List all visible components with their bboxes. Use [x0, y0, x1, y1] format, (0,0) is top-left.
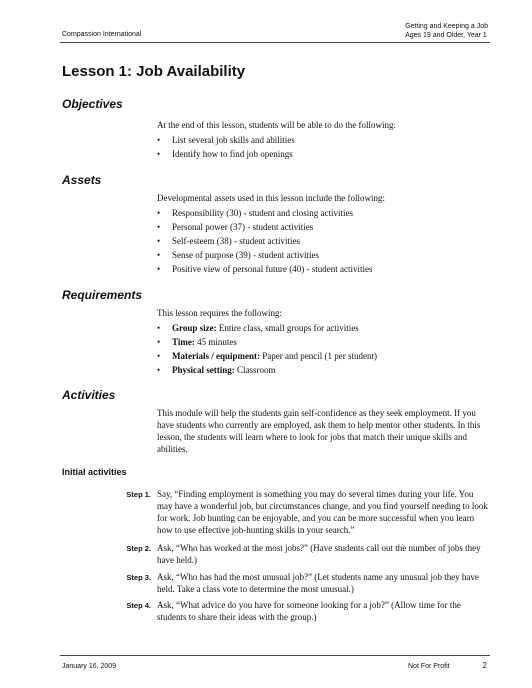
requirement-value: Classroom: [237, 365, 276, 375]
list-item: [157, 349, 488, 363]
step-text: Ask, “Who has had the most unusual job?” (Let students name any unusual job they have held. Take a class vote to determine the most unusual.): [157, 572, 479, 594]
footer-divider: [60, 655, 490, 656]
list-item: [157, 335, 488, 349]
step-item: [62, 488, 488, 536]
list-item: [157, 321, 488, 335]
list-item: • Identify how to find job openings: [157, 149, 293, 159]
step-text: Say, “Finding employment is something you may do several times during your life. You may have a wonderful job, but circumstances change, and you find yourself needing to look for work. Job hunting can be enjoyable, and you can be more successful when you learn how to use effective job-hunting skills in your search.”: [157, 489, 488, 535]
bullet-icon: •: [157, 135, 161, 145]
assets-intro: Developmental assets used in this lesson include the following:: [157, 193, 385, 203]
bullet-icon: •: [157, 250, 161, 260]
header-course-info: [405, 22, 488, 40]
bullet-icon: •: [157, 351, 161, 361]
footer-notice: Not For Profit: [408, 663, 450, 670]
requirements-intro: This lesson requires the following:: [157, 308, 282, 318]
bullet-icon: •: [157, 222, 161, 232]
header-org: Compassion International: [62, 31, 142, 38]
bullet-icon: •: [157, 149, 161, 159]
list-item: • Sense of purpose (39) - student activities: [157, 250, 319, 260]
initial-activities-heading: Initial activities: [62, 467, 127, 477]
header-audience: Ages 19 and Older, Year 1: [405, 32, 487, 39]
requirement-value: 45 minutes: [197, 337, 237, 347]
assets-block: [157, 192, 488, 276]
bullet-icon: •: [157, 323, 161, 333]
requirement-value: Entire class, small groups for activities: [218, 323, 359, 333]
assets-heading: Assets: [62, 173, 102, 187]
list-item: • Self-esteem (38) - student activities: [157, 236, 300, 246]
step-text: Ask, “Who has worked at the most jobs?” (Have students call out the number of jobs they have held.): [157, 543, 481, 565]
list-item: [157, 363, 488, 377]
bullet-icon: •: [157, 264, 161, 274]
step-item: [62, 599, 488, 623]
requirement-label: Physical setting:: [172, 365, 235, 375]
list-item: • Personal power (37) - student activities: [157, 222, 314, 232]
activities-block: [157, 407, 488, 457]
activities-intro: This module will help the students gain self-confidence as they seek employment. If you have students who currently are employed, ask them to help mentor other students. In this lesson, the students will learn where to look for jobs that match their unique skills and abilities.: [157, 408, 481, 454]
bullet-icon: •: [157, 208, 161, 218]
objectives-list: [157, 133, 488, 161]
footer-date: January 16, 2009: [62, 663, 117, 670]
lesson-title: Lesson 1: Job Availability: [62, 63, 246, 80]
page-number: 2: [482, 661, 487, 670]
assets-list: [157, 206, 488, 276]
objectives-block: [157, 119, 488, 161]
list-item: • Positive view of personal future (40) - student activities: [157, 264, 373, 274]
requirements-block: [157, 307, 488, 377]
requirement-label: Materials / equipment:: [172, 351, 260, 361]
header-divider: [60, 42, 490, 43]
step-item: [62, 542, 488, 566]
step-label: Step 2.: [126, 544, 151, 553]
requirements-list: [157, 321, 488, 377]
activities-heading: Activities: [62, 388, 116, 402]
bullet-icon: •: [157, 337, 161, 347]
objectives-heading: Objectives: [62, 97, 123, 111]
list-item: • Responsibility (30) - student and closing activities: [157, 208, 353, 218]
step-label: Step 4.: [126, 601, 151, 610]
step-item: [62, 571, 488, 595]
objectives-intro: At the end of this lesson, students will be able to do the following:: [157, 120, 396, 130]
step-label: Step 1.: [126, 490, 151, 499]
requirement-label: Group size:: [172, 323, 217, 333]
requirement-value: Paper and pencil (1 per student): [262, 351, 377, 361]
bullet-icon: •: [157, 365, 161, 375]
header-course-title: Getting and Keeping a Job: [405, 23, 488, 30]
step-text: Ask, “What advice do you have for someone looking for a job?” (Allow time for the students to share their ideas with the group.): [157, 600, 461, 622]
requirement-label: Time:: [172, 337, 195, 347]
step-label: Step 3.: [126, 573, 151, 582]
requirements-heading: Requirements: [62, 288, 143, 302]
bullet-icon: •: [157, 236, 161, 246]
list-item: • List several job skills and abilities: [157, 135, 295, 145]
